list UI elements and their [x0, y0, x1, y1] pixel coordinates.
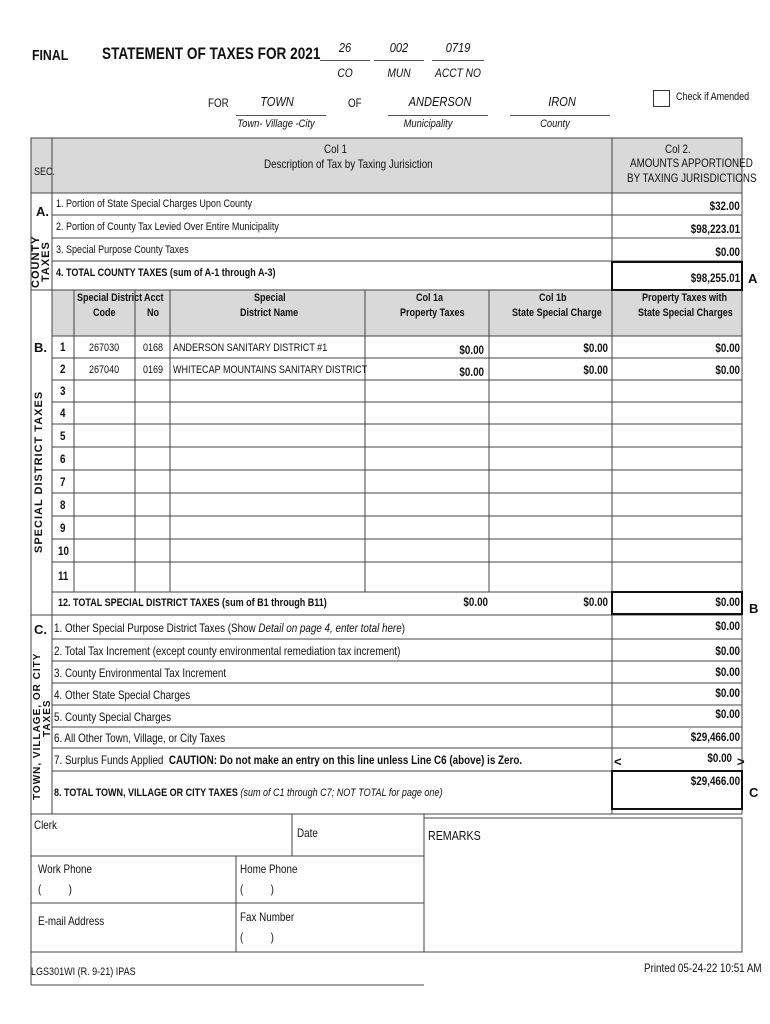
c3-description: 3. County Environmental Tax Increment [54, 666, 227, 680]
printed-timestamp: Printed 05-24-22 10:51 AM [644, 961, 762, 975]
district-header-2: District Name [240, 307, 299, 319]
b-row-number: 8 [60, 498, 66, 512]
home-phone-label: Home Phone [240, 862, 298, 876]
municipality-value: ANDERSON [408, 94, 472, 109]
district-header-1: Special [254, 292, 286, 304]
c3-amount: $0.00 [715, 665, 740, 679]
a3-amount: $0.00 [715, 245, 740, 259]
code-header-1: Special District [77, 292, 143, 304]
county-caption: County [540, 118, 570, 130]
a2-description: 2. Portion of County Tax Levied Over Entire Municipality [56, 221, 279, 233]
taxes-side-label: TAXES [40, 241, 52, 282]
col1b-header-2: State Special Charge [512, 307, 602, 319]
a2-amount: $98,223.01 [690, 222, 740, 236]
c7-caution: CAUTION: Do not make an entry on this line unless Line C6 (above) is Zero. [168, 753, 523, 767]
c8-total-description [54, 787, 442, 799]
b1-property-taxes: $0.00 [459, 343, 484, 357]
acct-caption: ACCT NO [435, 66, 481, 80]
work-phone-label: Work Phone [38, 862, 92, 876]
fax-label: Fax Number [240, 910, 295, 924]
acct-header-2: No [147, 307, 160, 319]
acct-value: 0719 [445, 40, 471, 55]
col1-description: Description of Tax by Taxing Jurisiction [264, 157, 433, 171]
b1-acct: 0168 [143, 342, 164, 354]
section-c-letter: C. [34, 622, 47, 637]
c1-italic-text: Detail on page 4, enter total here [258, 621, 402, 635]
section-b-letter: B. [34, 340, 47, 355]
b-row-number: 11 [58, 569, 69, 583]
section-a-letter: A. [36, 204, 49, 219]
b-row-number: 10 [58, 544, 69, 558]
marker-c: C [749, 785, 759, 800]
c7-greater-than: > [737, 754, 745, 769]
b12-total-state-special-charge: $0.00 [583, 595, 608, 609]
a4-total-amount: $98,255.01 [690, 271, 740, 285]
c1-amount: $0.00 [715, 619, 740, 633]
town-village-city-side-label: TOWN, VILLAGE, OR CITY [32, 652, 43, 800]
c7-less-than: < [614, 754, 622, 769]
b12-total-property-taxes: $0.00 [463, 595, 488, 609]
town-caption: Town- Village -City [237, 118, 315, 130]
c5-amount: $0.00 [715, 707, 740, 721]
c8-total-amount: $29,466.00 [690, 774, 740, 788]
col2-line3: BY TAXING JURISDICTIONS [627, 171, 757, 185]
b2-property-taxes: $0.00 [459, 365, 484, 379]
a1-amount: $32.00 [709, 199, 740, 213]
b2-district-name: WHITECAP MOUNTAINS SANITARY DISTRICT [173, 364, 368, 376]
b-row-number: 9 [60, 521, 66, 535]
for-label: FOR [208, 96, 229, 110]
c-taxes-side-label: TAXES [42, 699, 53, 737]
code-header-2: Code [93, 307, 116, 319]
c4-description: 4. Other State Special Charges [54, 688, 191, 702]
b-row-number: 3 [60, 384, 66, 398]
col1a-header-1: Col 1a [416, 292, 444, 304]
c1-close: ) [401, 621, 405, 635]
mun-caption: MUN [387, 66, 411, 80]
col2-line2: AMOUNTS APPORTIONED [630, 156, 753, 170]
col1b-header-1: Col 1b [539, 292, 567, 304]
a1-description: 1. Portion of State Special Charges Upon County [56, 198, 253, 210]
clerk-label: Clerk [34, 818, 57, 832]
b2-code: 267040 [89, 364, 120, 376]
remarks-label: REMARKS [428, 828, 481, 843]
b-row-number: 4 [60, 406, 66, 420]
county-value: IRON [548, 94, 576, 109]
b12-total-amount: $0.00 [715, 595, 740, 609]
b1-total: $0.00 [715, 341, 740, 355]
b-row-number: 6 [60, 452, 66, 466]
b1-district-name: ANDERSON SANITARY DISTRICT #1 [173, 342, 328, 354]
special-district-side-label: SPECIAL DISTRICT TAXES [33, 390, 45, 553]
a3-description: 3. Special Purpose County Taxes [56, 244, 189, 256]
b12-total-description: 12. TOTAL SPECIAL DISTRICT TAXES (sum of B1 through B11) [58, 597, 327, 609]
mun-value: 002 [389, 40, 409, 55]
c8-total-label: 8. TOTAL TOWN, VILLAGE OR CITY TAXES [54, 787, 238, 799]
form-title: STATEMENT OF TAXES FOR 2021 [102, 44, 321, 63]
c6-amount: $29,466.00 [690, 730, 740, 744]
co-caption: CO [337, 66, 353, 80]
of-label: OF [348, 96, 362, 110]
col1-header: Col 1 [324, 142, 347, 156]
combined-header-2: State Special Charges [638, 307, 733, 319]
b-row-number: 1 [60, 340, 66, 354]
amended-label: Check if Amended [676, 91, 750, 103]
col1a-header-2: Property Taxes [400, 307, 465, 319]
c4-amount: $0.00 [715, 686, 740, 700]
c7-amount: $0.00 [707, 751, 732, 765]
fax-field[interactable]: ( ) [240, 930, 274, 944]
work-phone-field[interactable]: ( ) [38, 882, 72, 896]
col2-header: Col 2. [665, 142, 691, 156]
municipality-caption: Municipality [403, 118, 453, 130]
b-row-number: 5 [60, 429, 66, 443]
b1-state-special-charge: $0.00 [583, 341, 608, 355]
b-row-number: 7 [60, 475, 66, 489]
town-value: TOWN [260, 94, 294, 109]
b-row-number: 2 [60, 362, 66, 376]
c8-total-note: (sum of C1 through C7; NOT TOTAL for page one) [240, 787, 443, 799]
home-phone-field[interactable]: ( ) [240, 882, 274, 896]
c1-description [54, 621, 405, 635]
co-value: 26 [338, 40, 352, 55]
c7-description [54, 753, 522, 767]
c1-text: 1. Other Special Purpose District Taxes (Show [54, 621, 259, 635]
b2-acct: 0169 [143, 364, 164, 376]
c6-description: 6. All Other Town, Village, or City Taxes [54, 731, 226, 745]
c2-amount: $0.00 [715, 644, 740, 658]
email-label: E-mail Address [38, 914, 105, 928]
a4-total-description: 4. TOTAL COUNTY TAXES (sum of A-1 through A-3) [56, 267, 276, 279]
c7-text: 7. Surplus Funds Applied [54, 753, 164, 767]
b2-state-special-charge: $0.00 [583, 363, 608, 377]
final-label: FINAL [32, 47, 69, 64]
county-side-label: COUNTY [30, 235, 42, 288]
marker-b: B [749, 601, 759, 616]
combined-header-1: Property Taxes with [642, 292, 728, 304]
c5-description: 5. County Special Charges [54, 710, 172, 724]
acct-header-1: Acct [144, 292, 164, 304]
marker-a: A [748, 271, 758, 286]
b2-total: $0.00 [715, 363, 740, 377]
c2-description: 2. Total Tax Increment (except county environmental remediation tax increment) [54, 644, 401, 658]
b1-code: 267030 [89, 342, 120, 354]
form-id: LGS301WI (R. 9-21) IPAS [31, 966, 136, 978]
sec-header: SEC. [34, 166, 56, 178]
date-label: Date [297, 826, 318, 840]
